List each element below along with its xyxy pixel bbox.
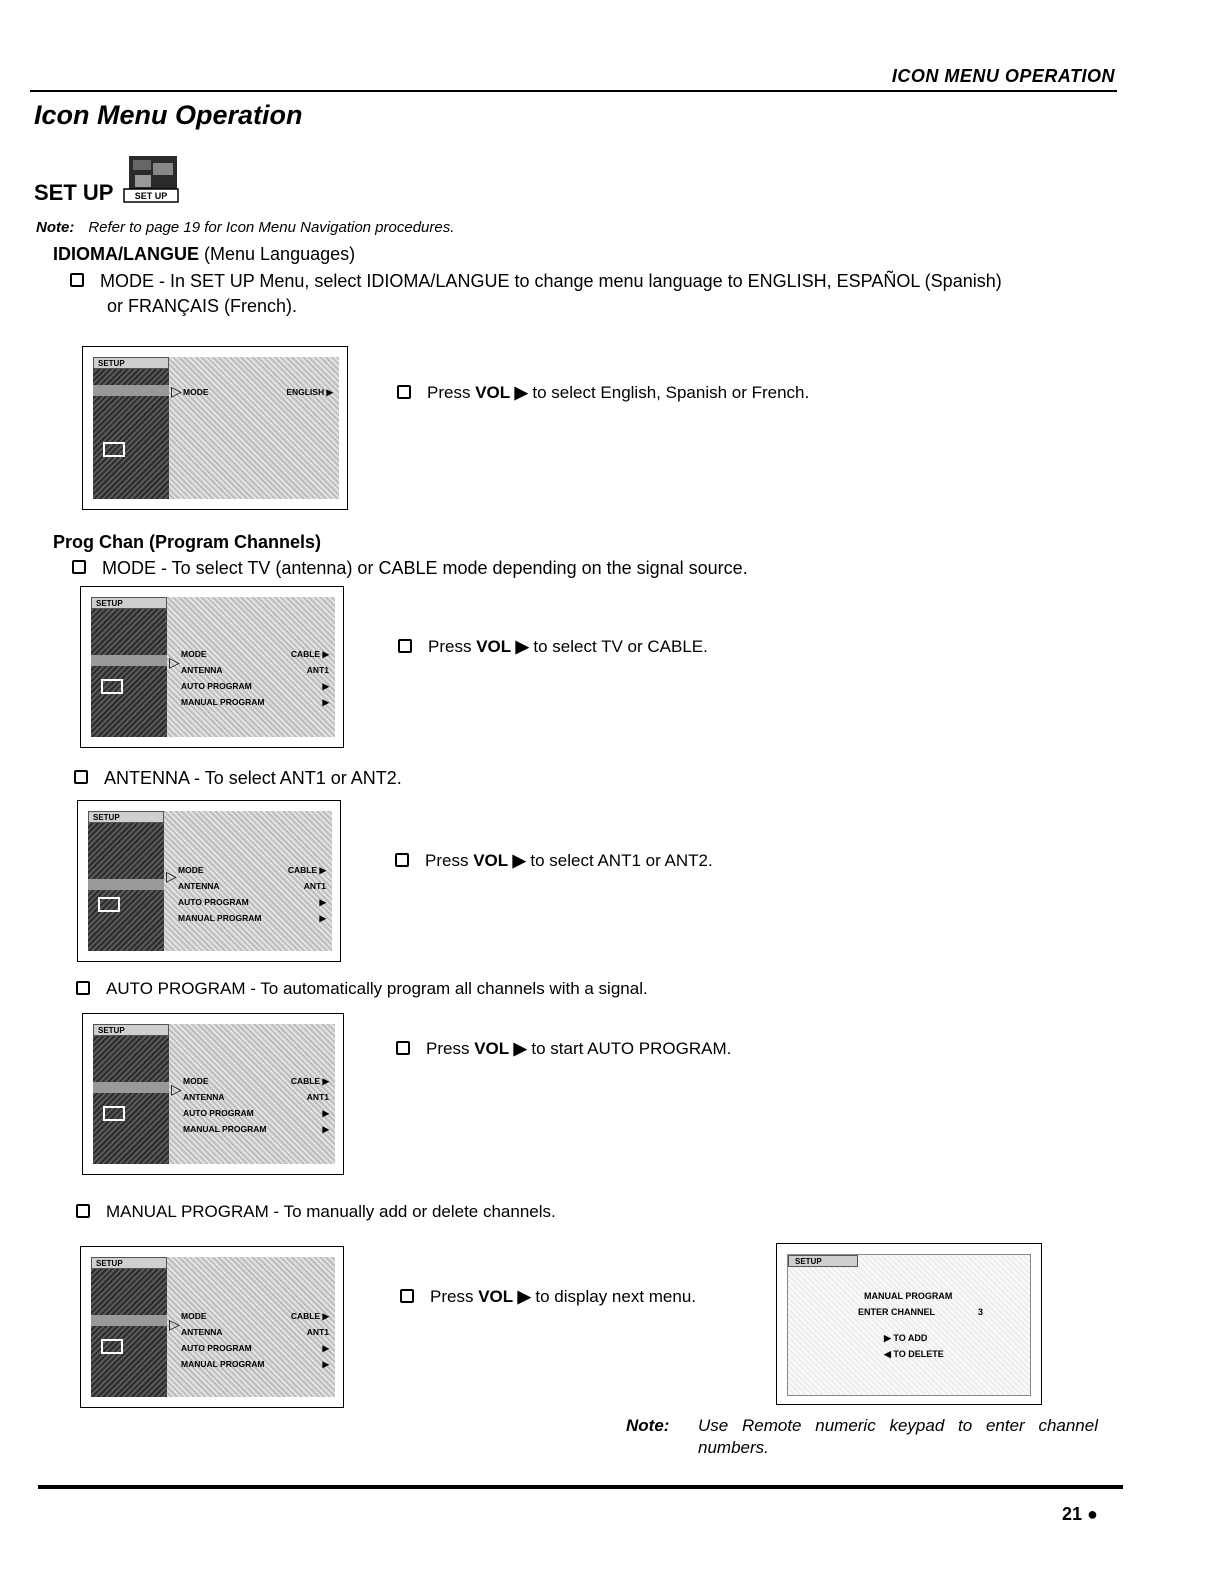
manual-program-screen: [776, 1243, 1042, 1405]
tv-icon: [103, 442, 125, 457]
prog-mode-text: [72, 556, 748, 581]
header-rule: [30, 90, 1117, 92]
pointer-arrow-icon: ▷: [171, 1081, 182, 1097]
menu-row: AUTO PROGRAM ▶: [181, 681, 329, 691]
prog-mode-desc: MODE - To select TV (antenna) or CABLE mode depending on the signal source.: [102, 558, 748, 578]
antenna-desc: ANTENNA - To select ANT1 or ANT2.: [104, 768, 402, 788]
idioma-mode-line2: or FRANÇAIS (French).: [107, 296, 298, 316]
tv-icon: [103, 1106, 125, 1121]
tv-icon: [101, 1339, 123, 1354]
antenna-text: [74, 766, 402, 791]
to-add-label: ▶ TO ADD: [884, 1333, 928, 1343]
menu-tab: SETUP: [93, 1024, 169, 1036]
auto-program-text: [76, 979, 648, 999]
note-bottom-label: Note:: [626, 1416, 670, 1435]
tv-menu-screen-mode: [80, 586, 344, 748]
menu-row: AUTO PROGRAM ▶: [178, 897, 326, 907]
idioma-mode-text: [70, 269, 1002, 294]
note-top: [36, 219, 454, 236]
menu-tab: SETUP: [788, 1255, 858, 1267]
running-head: ICON MENU OPERATION: [891, 66, 1115, 86]
enter-channel-value: 3: [978, 1307, 984, 1317]
prog-heading: Prog Chan (Program Channels): [53, 532, 322, 552]
checkbox-bullet-icon: [76, 1204, 90, 1218]
checkbox-bullet-icon: [397, 385, 411, 399]
menu-row: MODE CABLE ▶: [178, 865, 326, 875]
checkbox-bullet-icon: [395, 853, 409, 867]
auto-desc: AUTO PROGRAM - To automatically program all channels with a signal.: [106, 979, 648, 998]
antenna-press-instruction: Press VOL ▶ to select ANT1 or ANT2.: [395, 851, 713, 871]
setup-heading: SET UP: [34, 180, 114, 205]
idioma-heading-rest: (Menu Languages): [204, 244, 356, 264]
tv-menu-screen-language: [82, 346, 348, 510]
setup-icon-label: SET UP: [134, 191, 168, 201]
tv-menu-screen-auto: [82, 1013, 344, 1175]
note-bottom-line1: Use Remote numeric keypad to enter channel: [698, 1416, 1098, 1435]
pointer-arrow-icon: ▷: [169, 654, 180, 670]
note-label: Note:: [36, 219, 75, 236]
checkbox-bullet-icon: [72, 560, 86, 574]
menu-tab: SETUP: [91, 597, 167, 609]
pointer-arrow-icon: ▷: [166, 868, 177, 884]
tv-menu-screen-manual: [80, 1246, 344, 1408]
checkbox-bullet-icon: [74, 770, 88, 784]
auto-press-instruction: Press VOL ▶ to start AUTO PROGRAM.: [396, 1039, 731, 1059]
manual-program-text: [76, 1202, 556, 1222]
tv-icon: [101, 679, 123, 694]
menu-tab: SETUP: [88, 811, 164, 823]
tv-menu-screen-antenna: [77, 800, 341, 962]
menu-sidebar: [93, 357, 169, 499]
to-delete-label: ◀ TO DELETE: [884, 1349, 944, 1359]
checkbox-bullet-icon: [400, 1289, 414, 1303]
menu-row: MODE CABLE ▶: [181, 1311, 329, 1321]
pointer-arrow-icon: ▷: [171, 383, 182, 399]
enter-channel-label: ENTER CHANNEL: [858, 1307, 936, 1317]
menu-row: MANUAL PROGRAM ▶: [183, 1124, 329, 1134]
setup-menu-icon: [123, 155, 179, 203]
menu-row: AUTO PROGRAM ▶: [183, 1108, 329, 1118]
mode-press-instruction: Press VOL ▶ to select TV or CABLE.: [398, 637, 708, 657]
menu-row-value: ENGLISH ▶: [286, 387, 333, 397]
menu-row: MANUAL PROGRAM ▶: [181, 1359, 329, 1369]
menu-row-label: MODE: [183, 387, 209, 397]
menu-row: MANUAL PROGRAM ▶: [178, 913, 326, 923]
manual-desc: MANUAL PROGRAM - To manually add or delete channels.: [106, 1202, 556, 1221]
menu-row: ANTENNA ANT1: [181, 665, 329, 675]
checkbox-bullet-icon: [70, 273, 84, 287]
manual-press-instruction: Press VOL ▶ to display next menu.: [400, 1287, 696, 1307]
note-bottom-line2: numbers.: [698, 1438, 769, 1457]
note-text: Refer to page 19 for Icon Menu Navigation procedures.: [88, 219, 455, 236]
page-number: 21 ●: [1062, 1504, 1098, 1524]
tv-icon: [98, 897, 120, 912]
menu-tab: SETUP: [93, 357, 169, 369]
menu-row: MODE CABLE ▶: [183, 1076, 329, 1086]
press-key: VOL ▶: [475, 383, 528, 402]
idioma-heading-bold: IDIOMA/LANGUE: [53, 244, 199, 264]
checkbox-bullet-icon: [398, 639, 412, 653]
menu-row: MODE CABLE ▶: [181, 649, 329, 659]
menu-row: ANTENNA ANT1: [178, 881, 326, 891]
press-pre: Press: [427, 383, 471, 402]
checkbox-bullet-icon: [76, 981, 90, 995]
menu-row: MANUAL PROGRAM ▶: [181, 697, 329, 707]
footer-rule: [38, 1485, 1123, 1489]
idioma-mode-line1: MODE - In SET UP Menu, select IDIOMA/LANGUE to change menu language to ENGLISH, ESPAÑOL (Spanish): [100, 271, 1002, 291]
checkbox-bullet-icon: [396, 1041, 410, 1055]
manual-title: MANUAL PROGRAM: [864, 1291, 953, 1301]
menu-row: AUTO PROGRAM ▶: [181, 1343, 329, 1353]
menu-row: ANTENNA ANT1: [181, 1327, 329, 1337]
page-title: Icon Menu Operation: [34, 100, 303, 130]
pointer-arrow-icon: ▷: [169, 1316, 180, 1332]
idioma-press-instruction: [397, 383, 809, 403]
menu-tab: SETUP: [91, 1257, 167, 1269]
press-post: to select English, Spanish or French.: [532, 383, 810, 402]
menu-row-mode: [183, 387, 333, 398]
idioma-heading: [53, 244, 355, 265]
menu-row: ANTENNA ANT1: [183, 1092, 329, 1102]
